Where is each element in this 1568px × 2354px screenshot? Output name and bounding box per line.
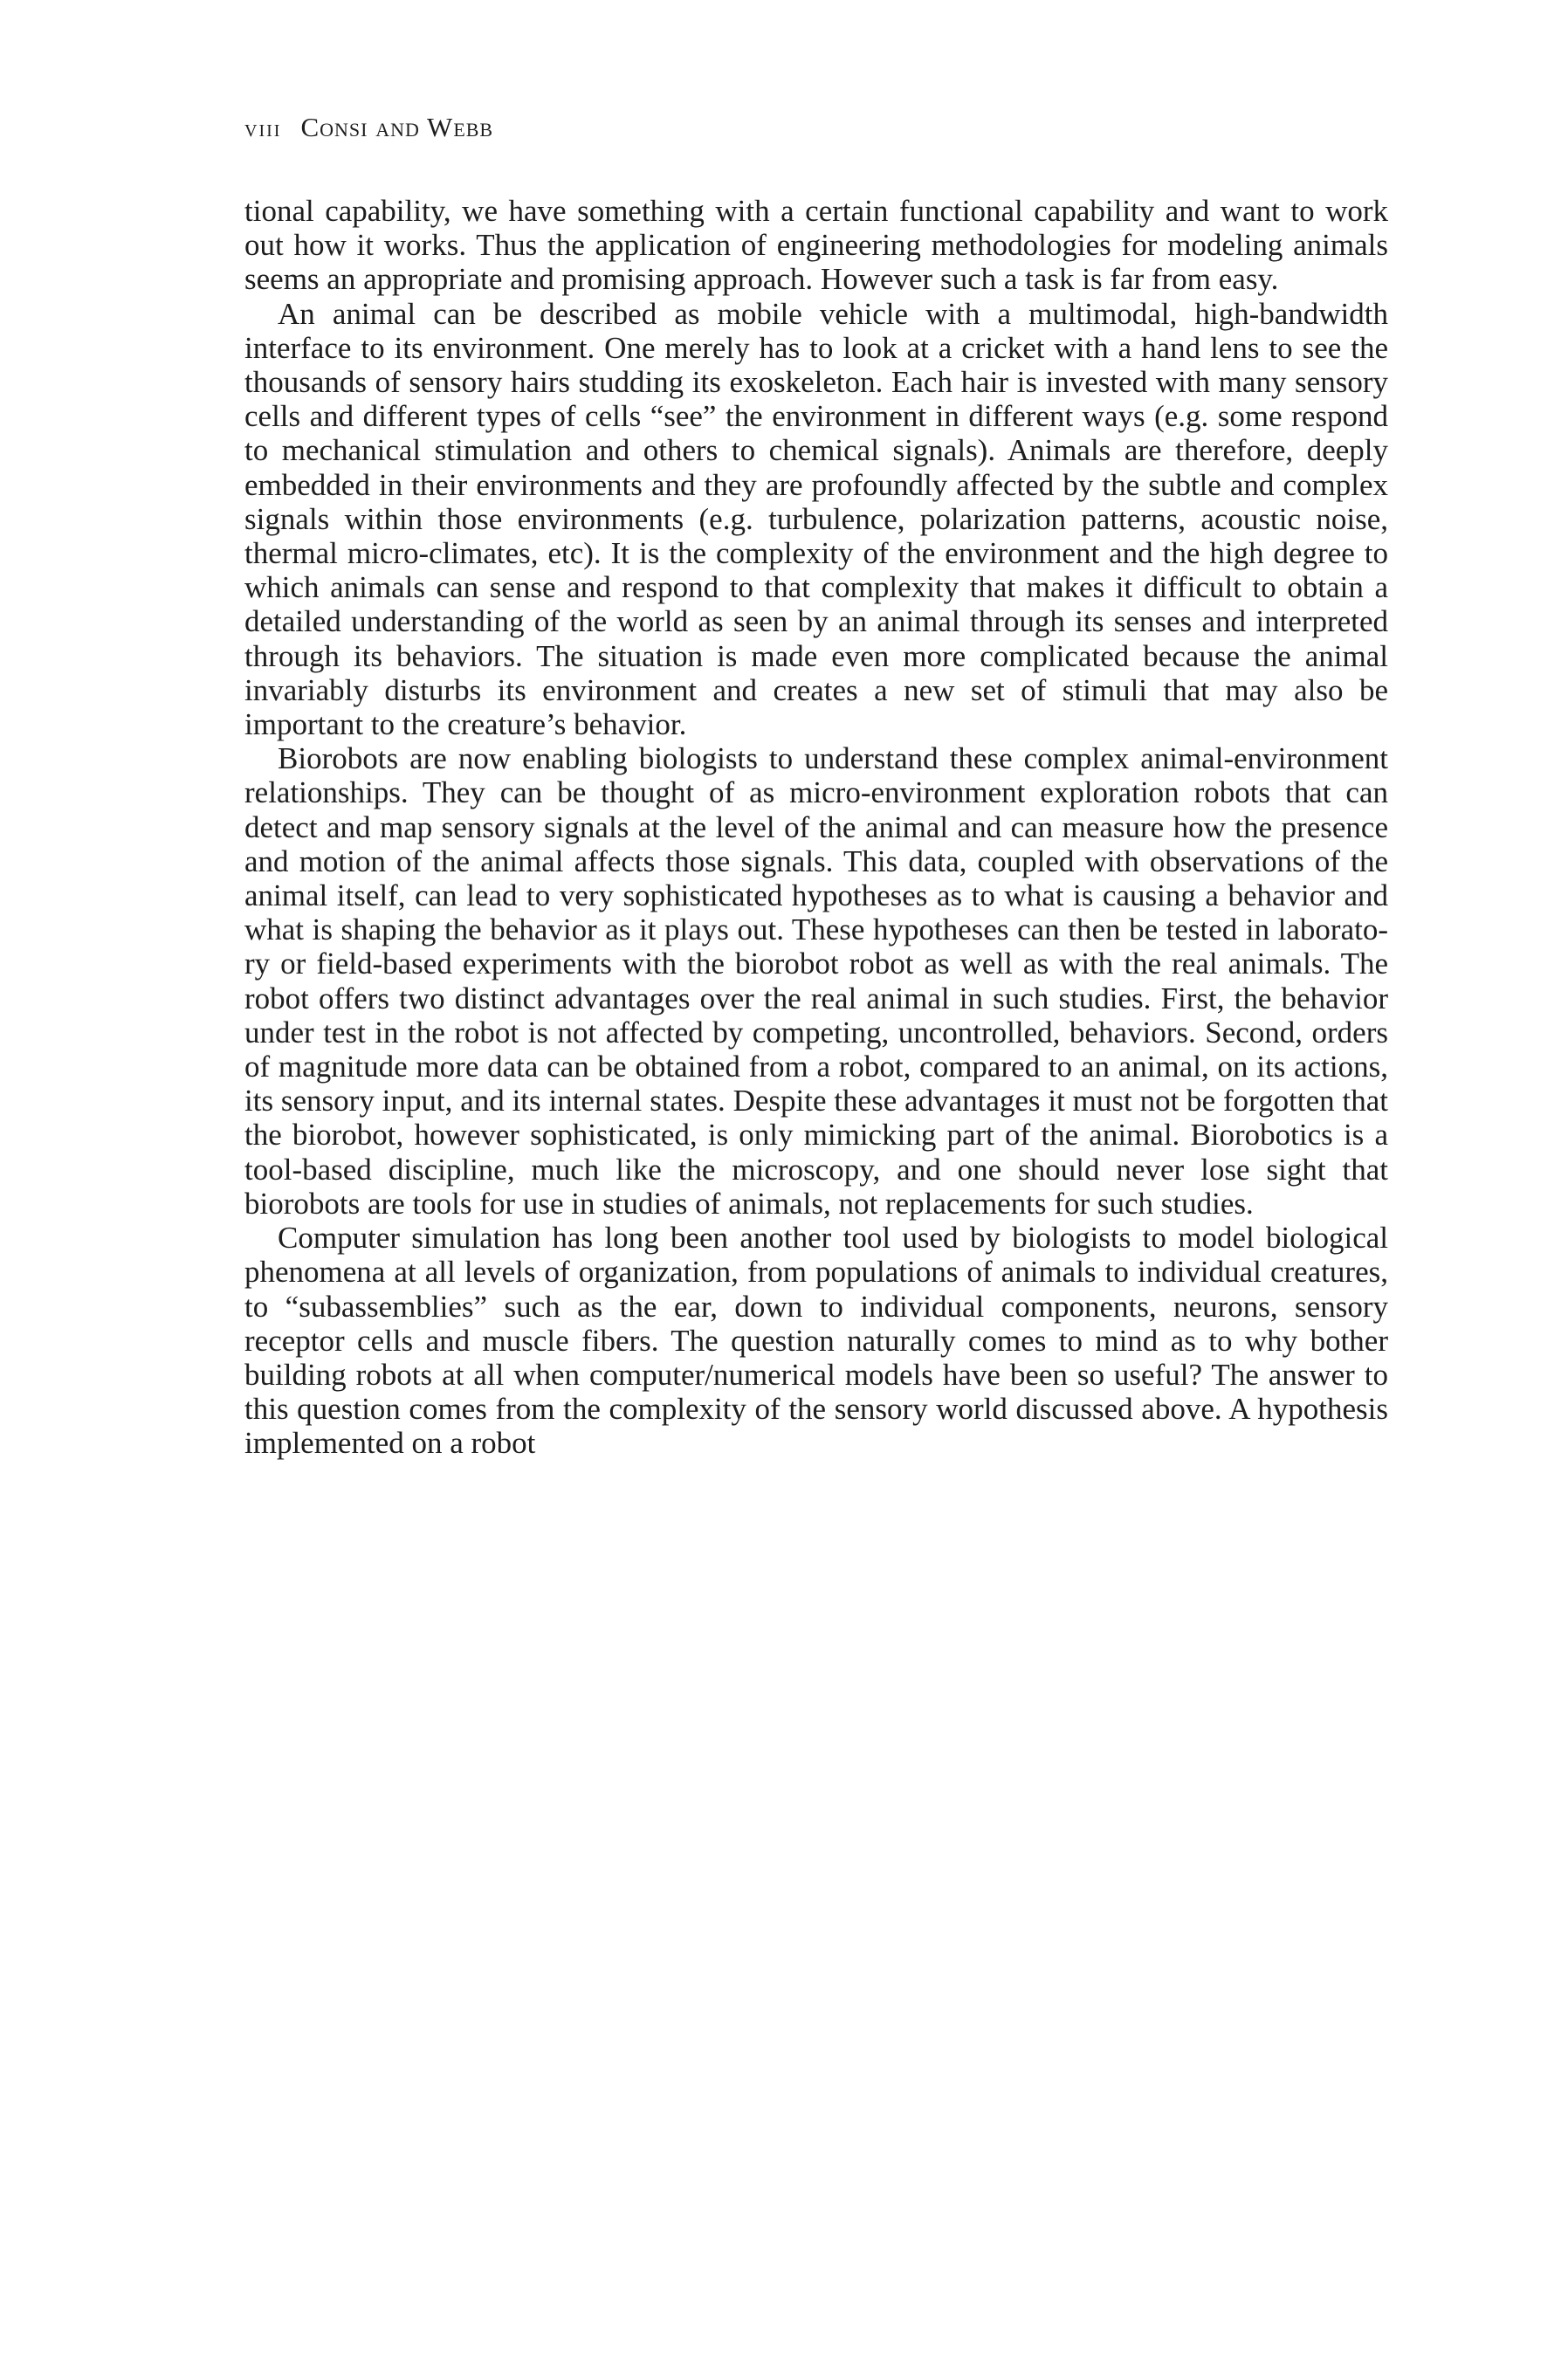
paragraph: Biorobots are now enabling biologists to understand these complex animal-environment relationships. They can be thought of as micro-environment exploration robots that can detect and map sensory signals at the level of the animal and can measure how the presence and motion of the animal affects those signals. This data, coupled with observations of the animal itself, can lead to very sophisticated hypotheses as to what is causing a behavior and what is shaping the behavior as it plays out. These hypotheses can then be tested in laboratory or field-based experiments with the biorobot robot as well as with the real animals. The robot offers two distinct advantages over the real animal in such studies. First, the behavior under test in the robot is not affected by competing, uncontrolled, behaviors. Second, orders of magnitude more data can be obtained from a robot, compared to an animal, on its actions, its sensory input, and its internal states. Despite these advantages it must not be forgotten that the biorobot, however sophisticated, is only mimicking part of the animal. Biorobotics is a tool-based discipline, much like the microscopy, and one should never lose sight that biorobots are tools for use in studies of animals, not replacements for such studies. xyxy=(244,741,1388,1221)
paragraph: Computer simulation has long been another tool used by biologists to model biological phenomena at all levels of organization, from populations of animals to individual creatures, to “subassemblies” such as the ear, down to individual components, neurons, sensory receptor cells and muscle fibers. The question naturally comes to mind as to why bother building robots at all when computer/numerical models have been so useful? The answer to this question comes from the complexity of the sensory world discussed above. A hypothesis implemented on a robot xyxy=(244,1221,1388,1461)
page-number: viii xyxy=(244,115,282,142)
body-text xyxy=(244,194,1388,1461)
paragraph: An animal can be described as mobile vehicle with a multimodal, high-bandwidth interface to its environment. One merely has to look at a cricket with a hand lens to see the thousands of sensory hairs studding its exoskeleton. Each hair is invested with many sensory cells and different types of cells “see” the environment in different ways (e.g. some respond to mechanical stimulation and others to chemical signals). Animals are therefore, deeply embedded in their environments and they are profoundly affected by the subtle and complex signals within those environments (e.g. turbulence, polarization patterns, acoustic noise, thermal micro-climates, etc). It is the complexity of the environment and the high degree to which animals can sense and respond to that complexity that makes it difficult to obtain a detailed understanding of the world as seen by an animal through its senses and interpreted through its behaviors. The situation is made even more complicated because the animal invariably disturbs its environment and creates a new set of stimuli that may also be important to the creature’s behavior. xyxy=(244,296,1388,742)
running-head xyxy=(244,112,493,143)
paragraph-continued: tional capability, we have something with a certain functional capability and want to work out how it works. Thus the application of engineering methodologies for modeling animals seems an appropriate and promising approach. However such a task is far from easy. xyxy=(244,194,1388,297)
running-head-authors: Consi and Webb xyxy=(300,112,494,142)
